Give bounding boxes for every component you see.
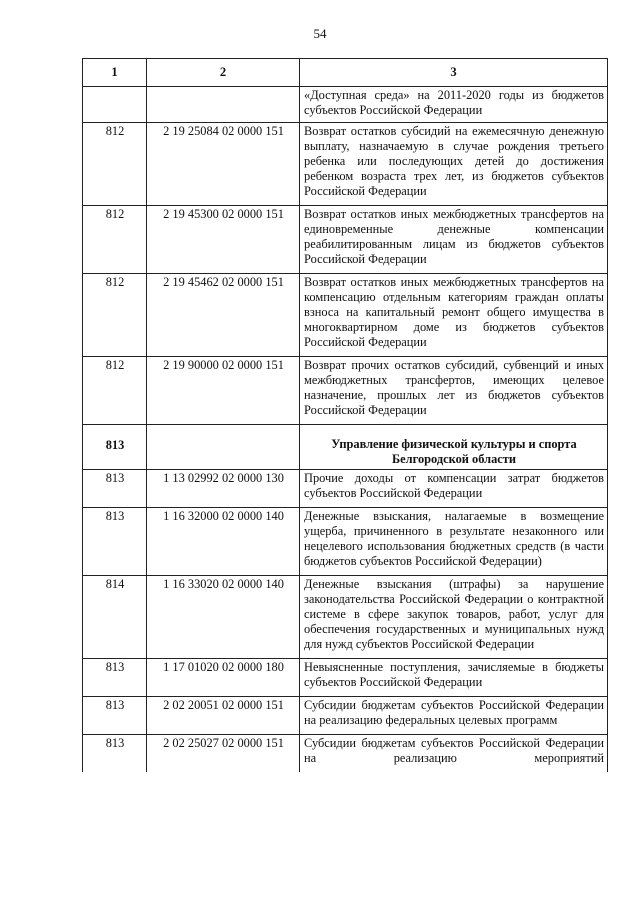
administrator-code: 813 xyxy=(83,508,147,576)
page-number: 54 xyxy=(313,26,327,41)
table-row xyxy=(83,206,608,274)
table-row xyxy=(83,659,608,697)
budget-classification-code: 2 02 25027 02 0000 151 xyxy=(147,735,300,773)
budget-classification-code: 2 19 45300 02 0000 151 xyxy=(147,206,300,274)
budget-classification-code: 2 19 25084 02 0000 151 xyxy=(147,123,300,206)
table-row xyxy=(83,274,608,357)
table-row xyxy=(83,576,608,659)
table-row xyxy=(83,123,608,206)
income-description: Возврат остатков иных межбюджетных трансфертов на единовременные денежные компенсации реабилитированным лицам из бюджетов субъектов Российской Федерации xyxy=(300,206,608,274)
administrator-code: 812 xyxy=(83,357,147,425)
administrator-code: 814 xyxy=(83,576,147,659)
header-row xyxy=(83,59,608,87)
income-description: «Доступная среда» на 2011-2020 годы из бюджетов субъектов Российской Федерации xyxy=(300,87,608,123)
budget-classification-code: 1 16 32000 02 0000 140 xyxy=(147,508,300,576)
income-description: Возврат прочих остатков субсидий, субвенций и иных межбюджетных трансфертов, имеющих целевое назначение, прошлых лет из бюджетов субъектов Российской Федерации xyxy=(300,357,608,425)
income-description: Денежные взыскания, налагаемые в возмещение ущерба, причиненного в результате незаконного или нецелевого использования бюджетных средств (в части бюджетов субъектов Российской Федерации) xyxy=(300,508,608,576)
administrator-code: 813 xyxy=(83,697,147,735)
administrator-code: 813 xyxy=(83,470,147,508)
header-col-2: 2 xyxy=(147,59,300,87)
administrator-code: 813 xyxy=(83,659,147,697)
budget-classification-code xyxy=(147,87,300,123)
income-description: Прочие доходы от компенсации затрат бюджетов субъектов Российской Федерации xyxy=(300,470,608,508)
income-description: Денежные взыскания (штрафы) за нарушение законодательства Российской Федерации о контрактной системе в сфере закупок товаров, работ, услуг для обеспечения государственных и муниципальных нужд для нужд субъектов Российской Федерации xyxy=(300,576,608,659)
section-title: Управление физической культуры и спорта Белгородской области xyxy=(300,425,608,470)
header-col-1: 1 xyxy=(83,59,147,87)
income-description: Возврат остатков субсидий на ежемесячную денежную выплату, назначаемую в случае рождения третьего ребенка или последующих детей до достижения ребенком возраста трех лет, из бюджетов субъектов Российской Федерации xyxy=(300,123,608,206)
administrator-code xyxy=(83,87,147,123)
administrator-code: 813 xyxy=(83,425,147,470)
income-description: Возврат остатков иных межбюджетных трансфертов на компенсацию отдельным категориям граждан оплаты взноса на капитальный ремонт общего имущества в многоквартирном доме из бюджетов субъектов Российской Федерации xyxy=(300,274,608,357)
budget-classification-table xyxy=(82,58,608,772)
income-description: Субсидии бюджетам субъектов Российской Федерации на реализацию мероприятий xyxy=(300,735,608,773)
page-bottom-edge xyxy=(0,898,640,905)
table-row xyxy=(83,508,608,576)
table-row xyxy=(83,735,608,773)
income-description: Субсидии бюджетам субъектов Российской Федерации на реализацию федеральных целевых программ xyxy=(300,697,608,735)
budget-classification-code: 1 13 02992 02 0000 130 xyxy=(147,470,300,508)
budget-classification-code: 2 19 90000 02 0000 151 xyxy=(147,357,300,425)
administrator-code: 812 xyxy=(83,123,147,206)
section-header-row xyxy=(83,425,608,470)
budget-classification-code: 1 16 33020 02 0000 140 xyxy=(147,576,300,659)
budget-classification-code: 1 17 01020 02 0000 180 xyxy=(147,659,300,697)
budget-classification-code: 2 19 45462 02 0000 151 xyxy=(147,274,300,357)
administrator-code: 812 xyxy=(83,274,147,357)
table-row xyxy=(83,357,608,425)
administrator-code: 813 xyxy=(83,735,147,773)
continuation-row xyxy=(83,87,608,123)
budget-classification-code xyxy=(147,425,300,470)
table-row xyxy=(83,697,608,735)
header-col-3: 3 xyxy=(300,59,608,87)
budget-classification-code: 2 02 20051 02 0000 151 xyxy=(147,697,300,735)
table-row xyxy=(83,470,608,508)
income-description: Невыясненные поступления, зачисляемые в бюджеты субъектов Российской Федерации xyxy=(300,659,608,697)
administrator-code: 812 xyxy=(83,206,147,274)
